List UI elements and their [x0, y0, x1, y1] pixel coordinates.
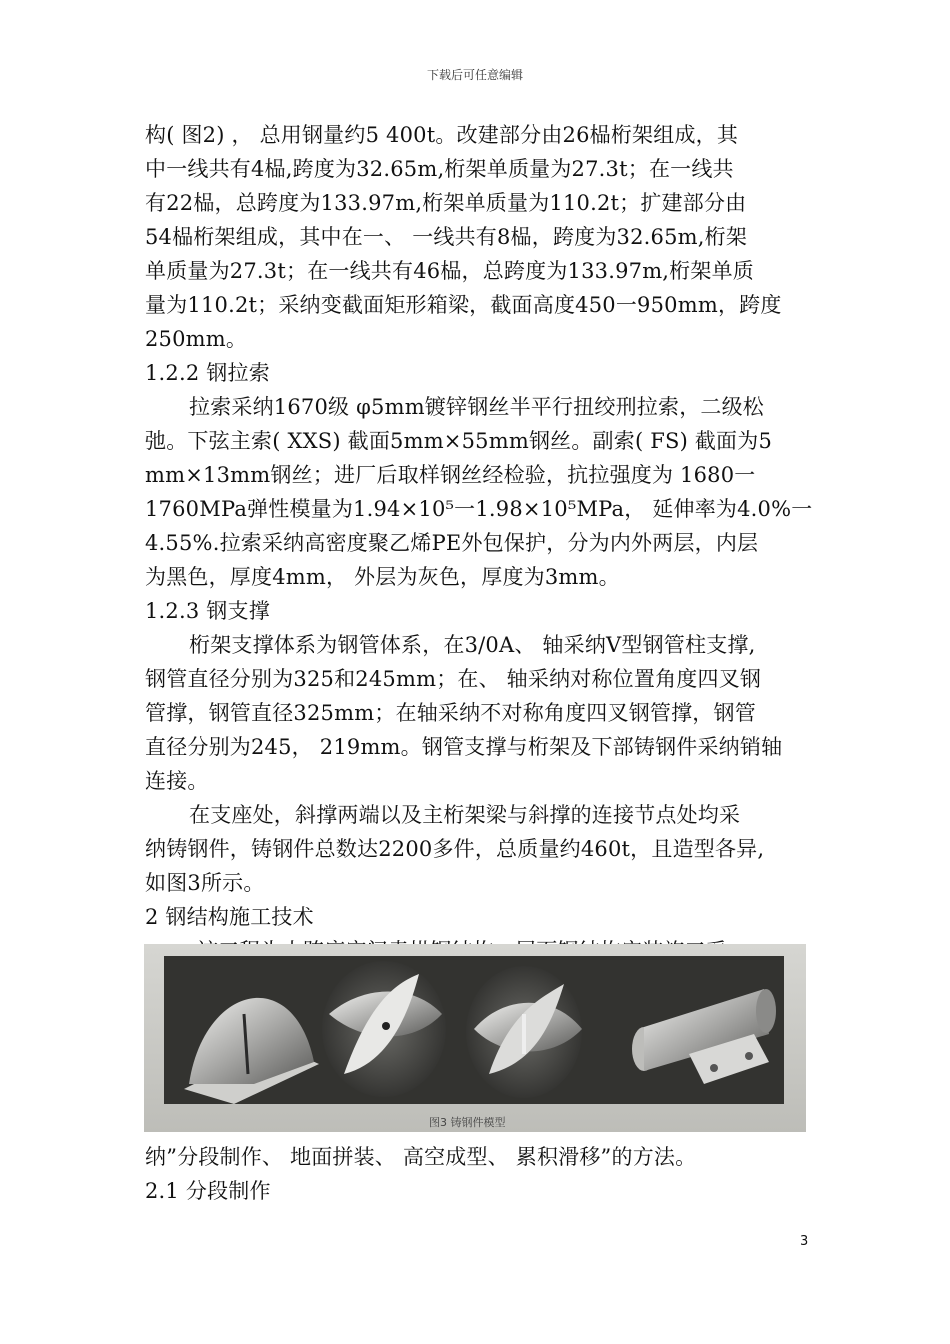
section-heading: 1.2.2 钢拉索 [145, 361, 270, 385]
text-line: 量为110.2t；采纳变截面矩形箱梁，截面高度450一950mm，跨度 [145, 293, 782, 317]
body-text-continued [145, 1140, 810, 1208]
text-line: 250mm。 [145, 327, 248, 351]
text-line: 1760MPa弹性模量为1.94×10⁵一1.98×10⁵MPa， 延伸率为4.0%一 [145, 497, 813, 521]
body-text [145, 118, 813, 968]
page-header: 下载后可任意编辑 [426, 68, 523, 82]
section-heading: 2 钢结构施工技术 [145, 905, 314, 929]
cast-steel-models-image [144, 944, 806, 1132]
text-line: 钢管直径分别为325和245mm；在、 轴采纳对称位置角度四叉钢 [145, 667, 762, 691]
text-line: 如图3所示。 [145, 871, 265, 895]
text-line: 54榀桁架组成，其中在一、 一线共有8榀，跨度为32.65m,桁架 [145, 225, 748, 249]
text-line: 直径分别为245， 219mm。钢管支撑与桁架及下部铸钢件采纳销轴 [145, 735, 783, 759]
text-line: 4.55%.拉索采纳高密度聚乙烯PE外包保护，分为内外两层，内层 [145, 531, 759, 555]
text-line: 纳”分段制作、 地面拼装、 高空成型、 累积滑移”的方法。 [145, 1145, 697, 1169]
text-line: 单质量为27.3t；在一线共有46榀，总跨度为133.97m,桁架单质 [145, 259, 754, 283]
cast-steel-figure [144, 944, 806, 1132]
text-line: 中一线共有4榀,跨度为32.65m,桁架单质量为27.3t；在一线共 [145, 157, 734, 181]
text-line: 为黑色，厚度4mm， 外层为灰色，厚度为3mm。 [145, 565, 620, 589]
text-line: 纳铸钢件，铸钢件总数达2200多件，总质量约460t，且造型各异, [145, 837, 765, 861]
text-line: 构( 图2) ， 总用钢量约5 400t。改建部分由26榀桁架组成，其 [145, 123, 739, 147]
text-line: mm×13mm钢丝；进厂后取样钢丝经检验，抗拉强度为 1680一 [145, 463, 756, 487]
text-line: 有22榀，总跨度为133.97m,桁架单质量为110.2t；扩建部分由 [145, 191, 747, 215]
text-line: 桁架支撑体系为钢管体系，在3/0A、 轴采纳V型钢管柱支撑, [189, 633, 756, 657]
figure-caption: 图3 铸钢件模型 [429, 1116, 506, 1129]
page-number: 3 [800, 1234, 809, 1249]
section-heading: 2.1 分段制作 [145, 1179, 271, 1203]
text-line: 弛。下弦主索( XXS) 截面5mm×55mm钢丝。副索( FS) 截面为5 [145, 429, 773, 453]
text-line: 管撑，钢管直径325mm；在轴采纳不对称角度四叉钢管撑，钢管 [145, 701, 756, 725]
text-line: 连接。 [145, 769, 209, 793]
section-heading: 1.2.3 钢支撑 [145, 599, 270, 623]
text-line: 在支座处，斜撑两端以及主桁架梁与斜撑的连接节点处均采 [189, 803, 741, 827]
text-line: 拉索采纳1670级 φ5mm镀锌钢丝半平行扭绞刑拉索，二级松 [189, 395, 765, 419]
